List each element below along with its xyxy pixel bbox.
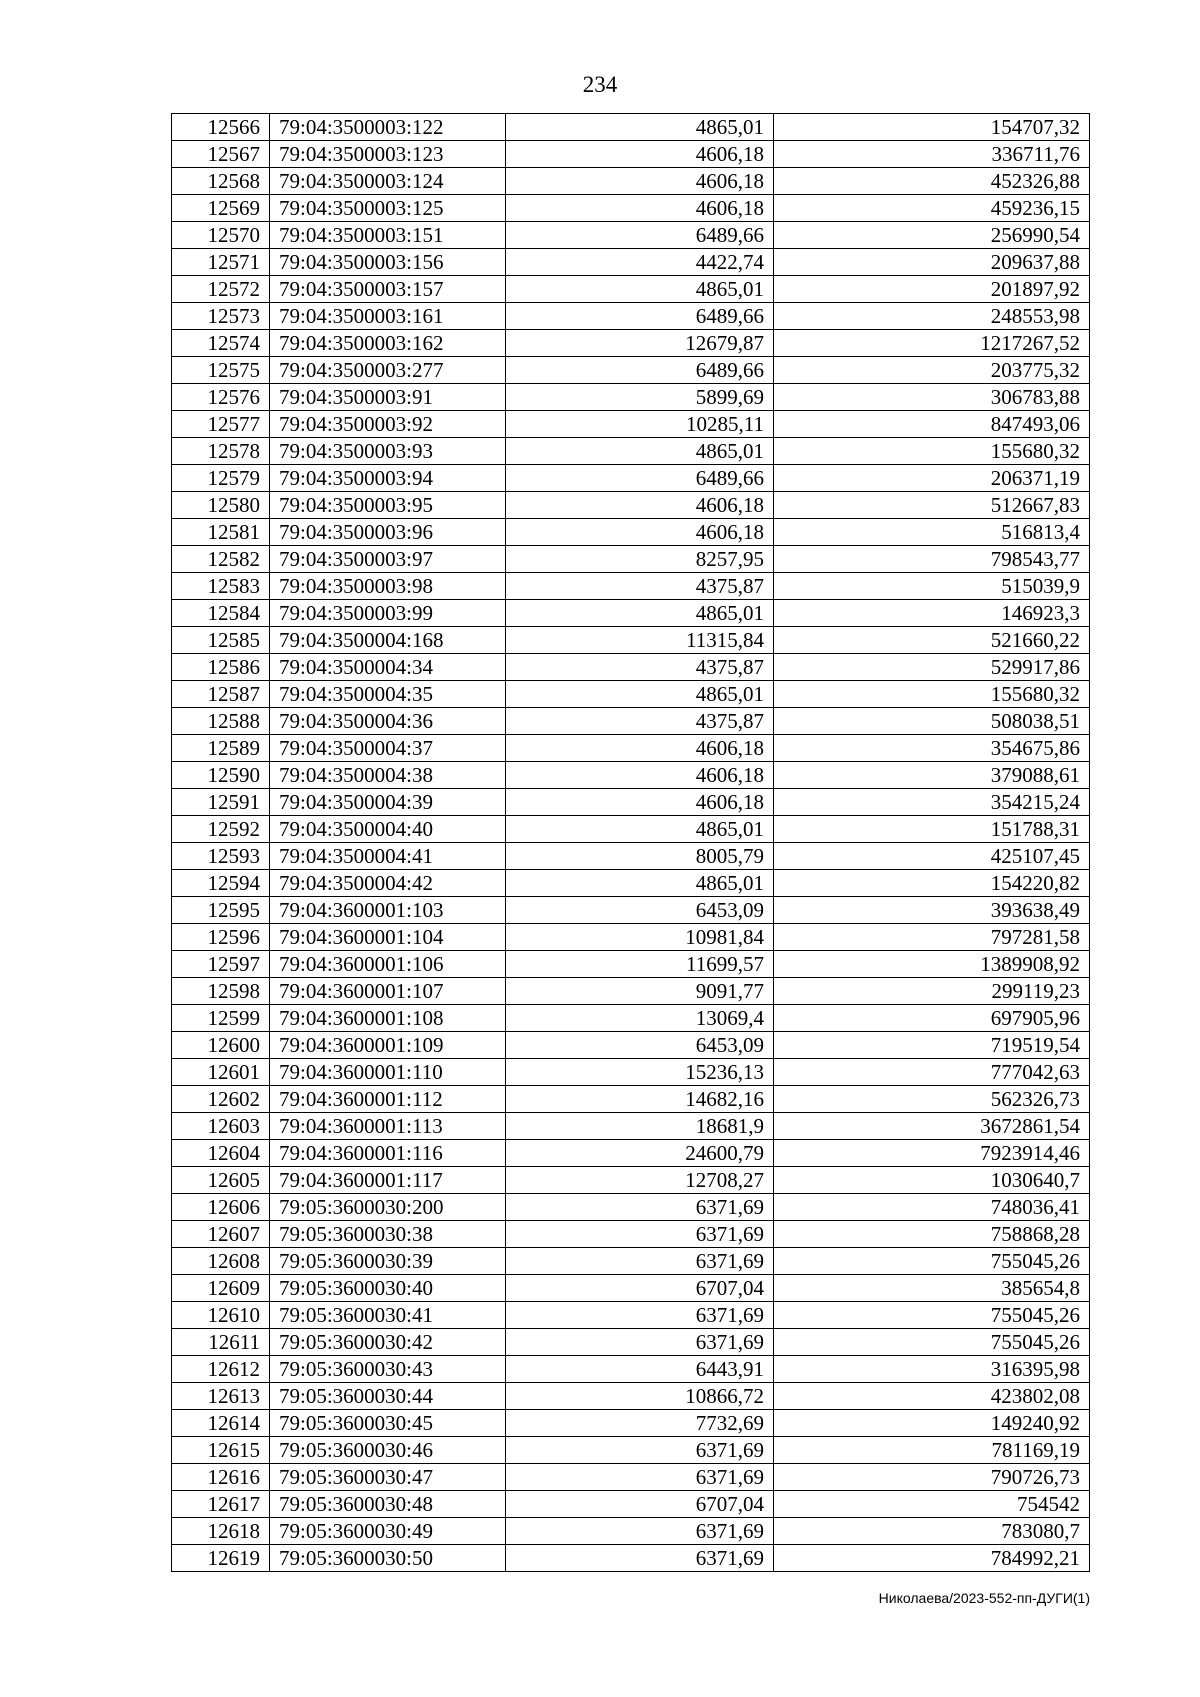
cadastral-number-cell: 79:04:3500003:99 xyxy=(270,600,506,627)
cadastral-number-cell: 79:04:3500003:123 xyxy=(270,141,506,168)
amount-cell: 512667,83 xyxy=(774,492,1090,519)
amount-cell: 847493,06 xyxy=(774,411,1090,438)
row-number-cell: 12571 xyxy=(172,249,270,276)
table-row xyxy=(172,1167,1090,1194)
row-number-cell: 12582 xyxy=(172,546,270,573)
value-cell: 6489,66 xyxy=(506,465,774,492)
row-number-cell: 12618 xyxy=(172,1518,270,1545)
cadastral-number-cell: 79:04:3500004:36 xyxy=(270,708,506,735)
amount-cell: 758868,28 xyxy=(774,1221,1090,1248)
value-cell: 6489,66 xyxy=(506,303,774,330)
value-cell: 11315,84 xyxy=(506,627,774,654)
table-row xyxy=(172,573,1090,600)
table-body xyxy=(172,114,1090,1572)
cadastral-number-cell: 79:05:3600030:44 xyxy=(270,1383,506,1410)
row-number-cell: 12587 xyxy=(172,681,270,708)
table-row xyxy=(172,1194,1090,1221)
amount-cell: 149240,92 xyxy=(774,1410,1090,1437)
row-number-cell: 12577 xyxy=(172,411,270,438)
cadastral-number-cell: 79:05:3600030:200 xyxy=(270,1194,506,1221)
table-row xyxy=(172,492,1090,519)
cadastral-number-cell: 79:04:3600001:117 xyxy=(270,1167,506,1194)
table-row xyxy=(172,1437,1090,1464)
cadastral-number-cell: 79:04:3600001:113 xyxy=(270,1113,506,1140)
amount-cell: 516813,4 xyxy=(774,519,1090,546)
row-number-cell: 12578 xyxy=(172,438,270,465)
cadastral-number-cell: 79:04:3600001:108 xyxy=(270,1005,506,1032)
value-cell: 4606,18 xyxy=(506,141,774,168)
value-cell: 4606,18 xyxy=(506,735,774,762)
table-row xyxy=(172,762,1090,789)
value-cell: 5899,69 xyxy=(506,384,774,411)
amount-cell: 203775,32 xyxy=(774,357,1090,384)
row-number-cell: 12590 xyxy=(172,762,270,789)
row-number-cell: 12598 xyxy=(172,978,270,1005)
table-row xyxy=(172,600,1090,627)
amount-cell: 201897,92 xyxy=(774,276,1090,303)
table-row xyxy=(172,1545,1090,1572)
row-number-cell: 12581 xyxy=(172,519,270,546)
cadastral-number-cell: 79:05:3600030:50 xyxy=(270,1545,506,1572)
amount-cell: 798543,77 xyxy=(774,546,1090,573)
value-cell: 4606,18 xyxy=(506,762,774,789)
value-cell: 6371,69 xyxy=(506,1464,774,1491)
cadastral-number-cell: 79:04:3500003:277 xyxy=(270,357,506,384)
value-cell: 6489,66 xyxy=(506,222,774,249)
row-number-cell: 12567 xyxy=(172,141,270,168)
cadastral-number-cell: 79:04:3500004:34 xyxy=(270,654,506,681)
amount-cell: 336711,76 xyxy=(774,141,1090,168)
table-row xyxy=(172,897,1090,924)
value-cell: 4375,87 xyxy=(506,573,774,600)
table-row xyxy=(172,1275,1090,1302)
cadastral-number-cell: 79:04:3500004:39 xyxy=(270,789,506,816)
row-number-cell: 12579 xyxy=(172,465,270,492)
cadastral-number-cell: 79:04:3500003:151 xyxy=(270,222,506,249)
page-number: 234 xyxy=(582,72,618,97)
table-row xyxy=(172,384,1090,411)
cadastral-number-cell: 79:04:3600001:103 xyxy=(270,897,506,924)
table-row xyxy=(172,465,1090,492)
row-number-cell: 12614 xyxy=(172,1410,270,1437)
table-row xyxy=(172,1464,1090,1491)
amount-cell: 777042,63 xyxy=(774,1059,1090,1086)
cadastral-number-cell: 79:04:3500004:41 xyxy=(270,843,506,870)
table-row xyxy=(172,789,1090,816)
cadastral-number-cell: 79:04:3600001:109 xyxy=(270,1032,506,1059)
amount-cell: 508038,51 xyxy=(774,708,1090,735)
cadastral-number-cell: 79:05:3600030:41 xyxy=(270,1302,506,1329)
cadastral-number-cell: 79:04:3500003:94 xyxy=(270,465,506,492)
value-cell: 4606,18 xyxy=(506,195,774,222)
table-row xyxy=(172,1086,1090,1113)
row-number-cell: 12611 xyxy=(172,1329,270,1356)
row-number-cell: 12570 xyxy=(172,222,270,249)
amount-cell: 719519,54 xyxy=(774,1032,1090,1059)
amount-cell: 755045,26 xyxy=(774,1302,1090,1329)
row-number-cell: 12604 xyxy=(172,1140,270,1167)
value-cell: 4865,01 xyxy=(506,816,774,843)
amount-cell: 781169,19 xyxy=(774,1437,1090,1464)
table-row xyxy=(172,1356,1090,1383)
cadastral-number-cell: 79:04:3500003:92 xyxy=(270,411,506,438)
row-number-cell: 12610 xyxy=(172,1302,270,1329)
value-cell: 8005,79 xyxy=(506,843,774,870)
row-number-cell: 12592 xyxy=(172,816,270,843)
row-number-cell: 12612 xyxy=(172,1356,270,1383)
table-row xyxy=(172,978,1090,1005)
value-cell: 4865,01 xyxy=(506,870,774,897)
cadastral-number-cell: 79:04:3500003:125 xyxy=(270,195,506,222)
value-cell: 6371,69 xyxy=(506,1302,774,1329)
cadastral-number-cell: 79:04:3500003:95 xyxy=(270,492,506,519)
value-cell: 13069,4 xyxy=(506,1005,774,1032)
value-cell: 4606,18 xyxy=(506,492,774,519)
amount-cell: 748036,41 xyxy=(774,1194,1090,1221)
cadastral-number-cell: 79:04:3600001:110 xyxy=(270,1059,506,1086)
table-row xyxy=(172,1221,1090,1248)
cadastral-number-cell: 79:04:3500003:93 xyxy=(270,438,506,465)
cadastral-number-cell: 79:05:3600030:47 xyxy=(270,1464,506,1491)
value-cell: 4606,18 xyxy=(506,789,774,816)
amount-cell: 697905,96 xyxy=(774,1005,1090,1032)
amount-cell: 562326,73 xyxy=(774,1086,1090,1113)
amount-cell: 154220,82 xyxy=(774,870,1090,897)
value-cell: 10981,84 xyxy=(506,924,774,951)
row-number-cell: 12569 xyxy=(172,195,270,222)
value-cell: 8257,95 xyxy=(506,546,774,573)
value-cell: 6371,69 xyxy=(506,1437,774,1464)
cadastral-number-cell: 79:04:3500004:38 xyxy=(270,762,506,789)
cadastral-number-cell: 79:04:3500003:96 xyxy=(270,519,506,546)
value-cell: 4375,87 xyxy=(506,708,774,735)
cadastral-number-cell: 79:05:3600030:48 xyxy=(270,1491,506,1518)
cadastral-number-cell: 79:04:3500003:157 xyxy=(270,276,506,303)
cadastral-number-cell: 79:05:3600030:38 xyxy=(270,1221,506,1248)
value-cell: 6707,04 xyxy=(506,1275,774,1302)
amount-cell: 209637,88 xyxy=(774,249,1090,276)
amount-cell: 452326,88 xyxy=(774,168,1090,195)
row-number-cell: 12608 xyxy=(172,1248,270,1275)
amount-cell: 425107,45 xyxy=(774,843,1090,870)
table-row xyxy=(172,1005,1090,1032)
value-cell: 9091,77 xyxy=(506,978,774,1005)
row-number-cell: 12594 xyxy=(172,870,270,897)
table-row xyxy=(172,249,1090,276)
cadastral-number-cell: 79:04:3600001:104 xyxy=(270,924,506,951)
table-row xyxy=(172,276,1090,303)
value-cell: 12679,87 xyxy=(506,330,774,357)
value-cell: 18681,9 xyxy=(506,1113,774,1140)
value-cell: 4606,18 xyxy=(506,519,774,546)
value-cell: 6371,69 xyxy=(506,1329,774,1356)
row-number-cell: 12576 xyxy=(172,384,270,411)
value-cell: 15236,13 xyxy=(506,1059,774,1086)
cadastral-number-cell: 79:04:3500003:98 xyxy=(270,573,506,600)
cadastral-number-cell: 79:05:3600030:42 xyxy=(270,1329,506,1356)
amount-cell: 385654,8 xyxy=(774,1275,1090,1302)
table-row xyxy=(172,357,1090,384)
amount-cell: 316395,98 xyxy=(774,1356,1090,1383)
row-number-cell: 12589 xyxy=(172,735,270,762)
value-cell: 4865,01 xyxy=(506,114,774,141)
amount-cell: 3672861,54 xyxy=(774,1113,1090,1140)
amount-cell: 1389908,92 xyxy=(774,951,1090,978)
row-number-cell: 12583 xyxy=(172,573,270,600)
row-number-cell: 12596 xyxy=(172,924,270,951)
cadastral-number-cell: 79:04:3500004:40 xyxy=(270,816,506,843)
row-number-cell: 12575 xyxy=(172,357,270,384)
row-number-cell: 12600 xyxy=(172,1032,270,1059)
cadastral-number-cell: 79:05:3600030:39 xyxy=(270,1248,506,1275)
table-row xyxy=(172,519,1090,546)
value-cell: 14682,16 xyxy=(506,1086,774,1113)
value-cell: 4422,74 xyxy=(506,249,774,276)
value-cell: 4865,01 xyxy=(506,276,774,303)
amount-cell: 7923914,46 xyxy=(774,1140,1090,1167)
data-table-container xyxy=(171,113,1090,1572)
value-cell: 11699,57 xyxy=(506,951,774,978)
cadastral-number-cell: 79:04:3500004:35 xyxy=(270,681,506,708)
amount-cell: 1217267,52 xyxy=(774,330,1090,357)
amount-cell: 206371,19 xyxy=(774,465,1090,492)
amount-cell: 155680,32 xyxy=(774,681,1090,708)
cadastral-number-cell: 79:04:3600001:112 xyxy=(270,1086,506,1113)
cadastral-number-cell: 79:04:3500003:156 xyxy=(270,249,506,276)
cadastral-number-cell: 79:04:3500003:122 xyxy=(270,114,506,141)
table-row xyxy=(172,168,1090,195)
row-number-cell: 12601 xyxy=(172,1059,270,1086)
cadastral-number-cell: 79:04:3500003:124 xyxy=(270,168,506,195)
value-cell: 6371,69 xyxy=(506,1518,774,1545)
value-cell: 6371,69 xyxy=(506,1221,774,1248)
value-cell: 6371,69 xyxy=(506,1248,774,1275)
table-row xyxy=(172,1248,1090,1275)
table-row xyxy=(172,735,1090,762)
table-row xyxy=(172,303,1090,330)
value-cell: 6707,04 xyxy=(506,1491,774,1518)
amount-cell: 256990,54 xyxy=(774,222,1090,249)
table-row xyxy=(172,924,1090,951)
table-row xyxy=(172,627,1090,654)
cadastral-number-cell: 79:04:3500004:168 xyxy=(270,627,506,654)
cadastral-number-cell: 79:04:3600001:106 xyxy=(270,951,506,978)
row-number-cell: 12602 xyxy=(172,1086,270,1113)
document-footer: Николаева/2023-552-пп-ДУГИ(1) xyxy=(878,1590,1090,1606)
table-row xyxy=(172,1491,1090,1518)
row-number-cell: 12605 xyxy=(172,1167,270,1194)
value-cell: 7732,69 xyxy=(506,1410,774,1437)
table-row xyxy=(172,114,1090,141)
row-number-cell: 12591 xyxy=(172,789,270,816)
table-row xyxy=(172,1032,1090,1059)
row-number-cell: 12606 xyxy=(172,1194,270,1221)
row-number-cell: 12593 xyxy=(172,843,270,870)
table-row xyxy=(172,1383,1090,1410)
cadastral-number-cell: 79:04:3500004:42 xyxy=(270,870,506,897)
amount-cell: 151788,31 xyxy=(774,816,1090,843)
amount-cell: 146923,3 xyxy=(774,600,1090,627)
amount-cell: 783080,7 xyxy=(774,1518,1090,1545)
amount-cell: 754542 xyxy=(774,1491,1090,1518)
amount-cell: 755045,26 xyxy=(774,1248,1090,1275)
value-cell: 6443,91 xyxy=(506,1356,774,1383)
table-row xyxy=(172,1302,1090,1329)
table-row xyxy=(172,708,1090,735)
row-number-cell: 12586 xyxy=(172,654,270,681)
row-number-cell: 12574 xyxy=(172,330,270,357)
table-row xyxy=(172,1329,1090,1356)
value-cell: 4865,01 xyxy=(506,681,774,708)
row-number-cell: 12595 xyxy=(172,897,270,924)
cadastral-number-cell: 79:04:3500003:162 xyxy=(270,330,506,357)
row-number-cell: 12572 xyxy=(172,276,270,303)
value-cell: 10866,72 xyxy=(506,1383,774,1410)
table-row xyxy=(172,951,1090,978)
value-cell: 6371,69 xyxy=(506,1545,774,1572)
table-row xyxy=(172,870,1090,897)
cadastral-number-cell: 79:04:3600001:116 xyxy=(270,1140,506,1167)
amount-cell: 797281,58 xyxy=(774,924,1090,951)
data-table xyxy=(171,113,1090,1572)
amount-cell: 248553,98 xyxy=(774,303,1090,330)
cadastral-number-cell: 79:04:3500003:91 xyxy=(270,384,506,411)
cadastral-number-cell: 79:04:3500003:161 xyxy=(270,303,506,330)
value-cell: 24600,79 xyxy=(506,1140,774,1167)
value-cell: 6371,69 xyxy=(506,1194,774,1221)
row-number-cell: 12619 xyxy=(172,1545,270,1572)
row-number-cell: 12585 xyxy=(172,627,270,654)
table-row xyxy=(172,411,1090,438)
row-number-cell: 12603 xyxy=(172,1113,270,1140)
value-cell: 4865,01 xyxy=(506,600,774,627)
cadastral-number-cell: 79:04:3500003:97 xyxy=(270,546,506,573)
value-cell: 6489,66 xyxy=(506,357,774,384)
amount-cell: 379088,61 xyxy=(774,762,1090,789)
amount-cell: 354675,86 xyxy=(774,735,1090,762)
table-row xyxy=(172,1410,1090,1437)
cadastral-number-cell: 79:05:3600030:46 xyxy=(270,1437,506,1464)
amount-cell: 154707,32 xyxy=(774,114,1090,141)
amount-cell: 521660,22 xyxy=(774,627,1090,654)
row-number-cell: 12616 xyxy=(172,1464,270,1491)
amount-cell: 529917,86 xyxy=(774,654,1090,681)
row-number-cell: 12607 xyxy=(172,1221,270,1248)
table-row xyxy=(172,1140,1090,1167)
table-row xyxy=(172,681,1090,708)
amount-cell: 459236,15 xyxy=(774,195,1090,222)
cadastral-number-cell: 79:04:3500004:37 xyxy=(270,735,506,762)
value-cell: 6453,09 xyxy=(506,897,774,924)
table-row xyxy=(172,654,1090,681)
amount-cell: 790726,73 xyxy=(774,1464,1090,1491)
row-number-cell: 12573 xyxy=(172,303,270,330)
row-number-cell: 12609 xyxy=(172,1275,270,1302)
row-number-cell: 12615 xyxy=(172,1437,270,1464)
table-row xyxy=(172,222,1090,249)
cadastral-number-cell: 79:04:3600001:107 xyxy=(270,978,506,1005)
value-cell: 4375,87 xyxy=(506,654,774,681)
row-number-cell: 12580 xyxy=(172,492,270,519)
value-cell: 4865,01 xyxy=(506,438,774,465)
table-row xyxy=(172,438,1090,465)
cadastral-number-cell: 79:05:3600030:45 xyxy=(270,1410,506,1437)
table-row xyxy=(172,843,1090,870)
table-row xyxy=(172,1059,1090,1086)
row-number-cell: 12566 xyxy=(172,114,270,141)
table-row xyxy=(172,816,1090,843)
value-cell: 4606,18 xyxy=(506,168,774,195)
value-cell: 12708,27 xyxy=(506,1167,774,1194)
row-number-cell: 12613 xyxy=(172,1383,270,1410)
amount-cell: 155680,32 xyxy=(774,438,1090,465)
row-number-cell: 12597 xyxy=(172,951,270,978)
amount-cell: 1030640,7 xyxy=(774,1167,1090,1194)
table-row xyxy=(172,141,1090,168)
cadastral-number-cell: 79:05:3600030:43 xyxy=(270,1356,506,1383)
table-row xyxy=(172,330,1090,357)
amount-cell: 755045,26 xyxy=(774,1329,1090,1356)
cadastral-number-cell: 79:05:3600030:49 xyxy=(270,1518,506,1545)
table-row xyxy=(172,546,1090,573)
value-cell: 6453,09 xyxy=(506,1032,774,1059)
row-number-cell: 12599 xyxy=(172,1005,270,1032)
row-number-cell: 12588 xyxy=(172,708,270,735)
row-number-cell: 12617 xyxy=(172,1491,270,1518)
row-number-cell: 12584 xyxy=(172,600,270,627)
amount-cell: 393638,49 xyxy=(774,897,1090,924)
cadastral-number-cell: 79:05:3600030:40 xyxy=(270,1275,506,1302)
value-cell: 10285,11 xyxy=(506,411,774,438)
row-number-cell: 12568 xyxy=(172,168,270,195)
table-row xyxy=(172,1518,1090,1545)
table-row xyxy=(172,1113,1090,1140)
table-row xyxy=(172,195,1090,222)
amount-cell: 784992,21 xyxy=(774,1545,1090,1572)
amount-cell: 423802,08 xyxy=(774,1383,1090,1410)
amount-cell: 299119,23 xyxy=(774,978,1090,1005)
amount-cell: 306783,88 xyxy=(774,384,1090,411)
amount-cell: 515039,9 xyxy=(774,573,1090,600)
amount-cell: 354215,24 xyxy=(774,789,1090,816)
